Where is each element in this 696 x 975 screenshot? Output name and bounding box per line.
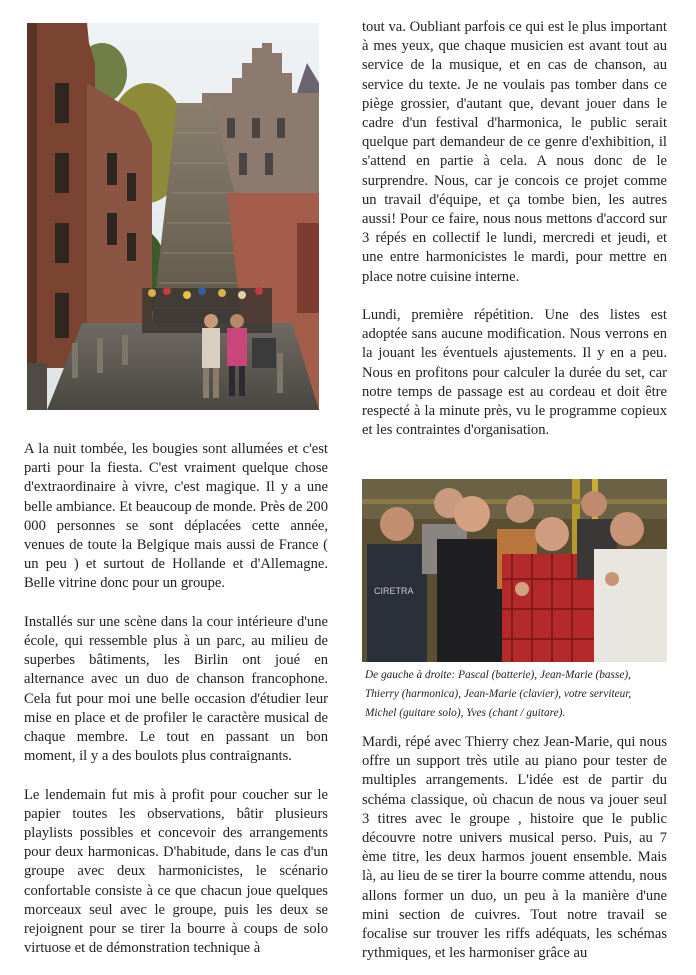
paragraph: Installés sur une scène dans la cour intérieure d'une école, qui ressemble plus à un parc, au milieu de superbes bâtiments, les Birlin ont joué en alternance avec un duo de chanson francophone. Cela fut pour moi une belle occasion d'étudier leur mise en place et de profiler le caractère musical de chaque membre. Le tout en passant un bon moment, il y a des boulots plus contraignants. <box>24 613 328 765</box>
left-text-column <box>24 440 328 958</box>
right-text-column-top <box>362 18 667 440</box>
paragraph: A la nuit tombée, les bougies sont allumées et c'est parti pour la fiesta. C'est vraiment quelque chose d'extraordinaire à vivre, c'est magique. Il y a une belle ambiance. Et beaucoup de monde. Près de 200 000 personnes se sont déplacées cette année, venues de toute la Belgique mais aussi de France ( un peu ) et surtout de Hollande et d'Allemagne. Belle vitrine donc pour un groupe. <box>24 441 328 592</box>
photo-caption: De gauche à droite: Pascal (batterie), Jean-Marie (basse), Thierry (harmonica), Jean-Marie (clavier), votre serviteur, Michel (guitare solo), Yves (chant / guitare). <box>365 669 632 719</box>
paragraph: tout va. Oubliant parfois ce qui est le plus important à mes yeux, que chaque musicien est avant tout au service de la musique, et en cas de chanson, au service du texte. Je ne voulais pas tomber dans ce piège grossier, d'autant que, devant jouer dans le cadre d'un festival d'harmonica, le public serait quelque part demandeur de ce genre d'exhibition, il s'attend en partie à cela. A nous donc de le surprendre. Nous, car je concois ce projet comme un travail d'équipe, et ça tombe bien, les autres aussi! Pour ce faire, nous nous mettons d'accord sur 3 répés en collectif le lundi, mercredi et jeudi, et une entre harmonicistes le mardi, pour mettre en place notre cuisine interne. <box>362 19 667 285</box>
paragraph: Mardi, répé avec Thierry chez Jean-Marie, qui nous offre un support très utile au piano pour tester de multiples arrangements. L'idée est de partir du schéma classique, où chacun de nous va jouer seul 3 titres avec le groupe , histoire que le public découvre notre univers musical perso. Puis, au 7 ème titre, les deux harmos jouent ensemble. Mais là, au lieu de se tirer la bourre comme attendu, nous allons former un duo, un peu à la manière d'une mini section de cuivres. Tout notre travail se focalise sur trouver les riffs adéquats, les schémas rythmiques, et les harmoniser grâce au <box>362 734 667 962</box>
street-stairs-photo <box>27 23 319 410</box>
paragraph: Lundi, première répétition. Une des listes est adoptée sans aucune modification. Nous verrons en la jouant les éventuels ajustements. Il y en a peu. Nous en profitons pour calculer la durée du set, car notre temps de passage est au cordeau et doit être respecté à la minute près, vu le programme copieux et les contraintes d'organisation. <box>362 307 667 439</box>
band-group-photo <box>362 479 667 662</box>
right-text-column-bottom <box>362 733 667 963</box>
paragraph: Le lendemain fut mis à profit pour coucher sur le papier toutes les observations, bâtir plusieurs playlists possibles et concevoir des arrangements pour deux harmonicas. D'habitude, dans le cas d'un groupe avec deux harmonicistes, le scénario confortable consiste à ce que chacun joue quelques morceaux seul avec le groupe, puis les deux se rejoignent pour se tirer la bourre à coups de solo virtuose et de démonstration technique à <box>24 786 328 957</box>
svg-text:CIRETRA: CIRETRA <box>374 586 414 596</box>
